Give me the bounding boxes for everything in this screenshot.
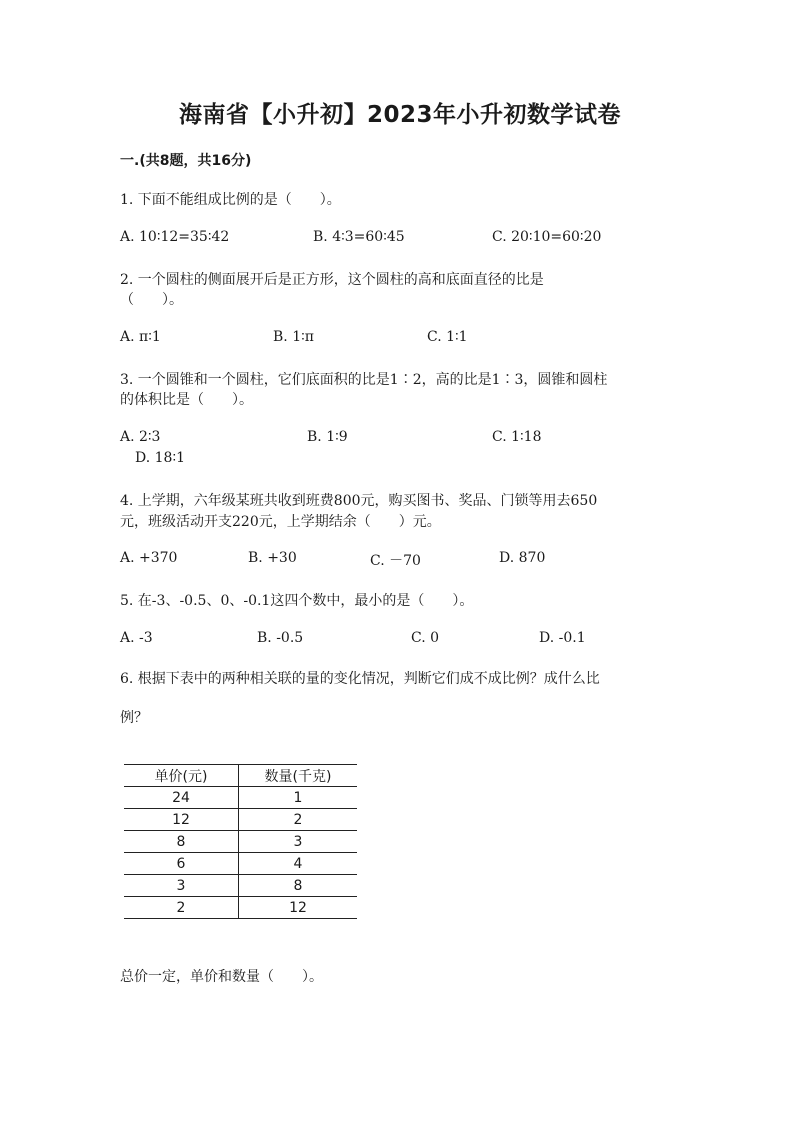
question-5-option-c: C. 0 [411, 630, 440, 646]
table-row [124, 809, 357, 831]
table-row [124, 875, 357, 897]
question-3-option-a: A. 2∶3 [120, 429, 161, 445]
question-1-option-a: A. 10∶12=35∶42 [120, 229, 230, 245]
question-3-text-line-2: 的体积比是（ ）。 [120, 392, 253, 408]
question-4-option-b: B. +30 [248, 550, 297, 566]
price-quantity-table [124, 764, 357, 919]
question-4-option-a: A. +370 [120, 550, 178, 566]
table-cell-quantity: 8 [239, 875, 358, 897]
section-heading: 一.(共8题，共16分) [120, 153, 252, 169]
question-2-text-line-2: （ ）。 [120, 292, 183, 308]
table-cell-quantity: 12 [239, 897, 358, 919]
question-5-option-d: D. -0.1 [539, 630, 586, 646]
question-2-text-line-1: 2. 一个圆柱的侧面展开后是正方形，这个圆柱的高和底面直径的比是 [120, 272, 544, 288]
table-cell-quantity: 2 [239, 809, 358, 831]
table-cell-unit-price: 24 [124, 787, 239, 809]
page-title: 海南省【小升初】2023年小升初数学试卷 [178, 102, 621, 128]
table-cell-unit-price: 8 [124, 831, 239, 853]
answer-line: 总价一定，单价和数量（ ）。 [120, 969, 323, 985]
question-6-text-line-2: 例？ [120, 710, 148, 726]
question-5-text: 5. 在-3、-0.5、0、-0.1这四个数中，最小的是（ ）。 [120, 593, 474, 609]
table-row [124, 853, 357, 875]
table-row [124, 831, 357, 853]
table-header-unit-price: 单价(元) [124, 765, 239, 787]
question-3-option-b: B. 1∶9 [307, 429, 348, 445]
table-header-row [124, 765, 357, 787]
question-3-text-line-1: 3. 一个圆锥和一个圆柱，它们底面积的比是1∶2，高的比是1∶3，圆锥和圆柱 [120, 372, 608, 388]
question-5-option-b: B. -0.5 [257, 630, 304, 646]
table-row [124, 897, 357, 919]
table-cell-quantity: 4 [239, 853, 358, 875]
question-2-option-c: C. 1∶1 [427, 329, 468, 345]
question-2-option-a: A. π∶1 [120, 329, 161, 345]
table-cell-unit-price: 2 [124, 897, 239, 919]
question-1-text: 1. 下面不能组成比例的是（ ）。 [120, 192, 341, 208]
table-row [124, 787, 357, 809]
table-cell-quantity: 3 [239, 831, 358, 853]
question-4-text-line-1: 4. 上学期，六年级某班共收到班费800元，购买图书、奖品、门锁等用去650 [120, 493, 598, 509]
question-4-text-line-2: 元，班级活动开支220元，上学期结余（ ）元。 [120, 514, 441, 530]
question-3-option-d: D. 18∶1 [135, 450, 185, 466]
table-cell-unit-price: 6 [124, 853, 239, 875]
question-1-option-b: B. 4∶3=60∶45 [313, 229, 405, 245]
question-4-option-c: C. －70 [370, 553, 421, 569]
question-3-option-c: C. 1∶18 [492, 429, 542, 445]
table-cell-unit-price: 3 [124, 875, 239, 897]
table-header-quantity: 数量(千克) [239, 765, 358, 787]
question-1-option-c: C. 20∶10=60∶20 [492, 229, 602, 245]
question-2-option-b: B. 1∶π [273, 329, 314, 345]
question-4-option-d: D. 870 [499, 550, 546, 566]
question-6-text-line-1: 6. 根据下表中的两种相关联的量的变化情况，判断它们成不成比例？成什么比 [120, 671, 600, 687]
table-cell-unit-price: 12 [124, 809, 239, 831]
question-5-option-a: A. -3 [120, 630, 153, 646]
table-cell-quantity: 1 [239, 787, 358, 809]
